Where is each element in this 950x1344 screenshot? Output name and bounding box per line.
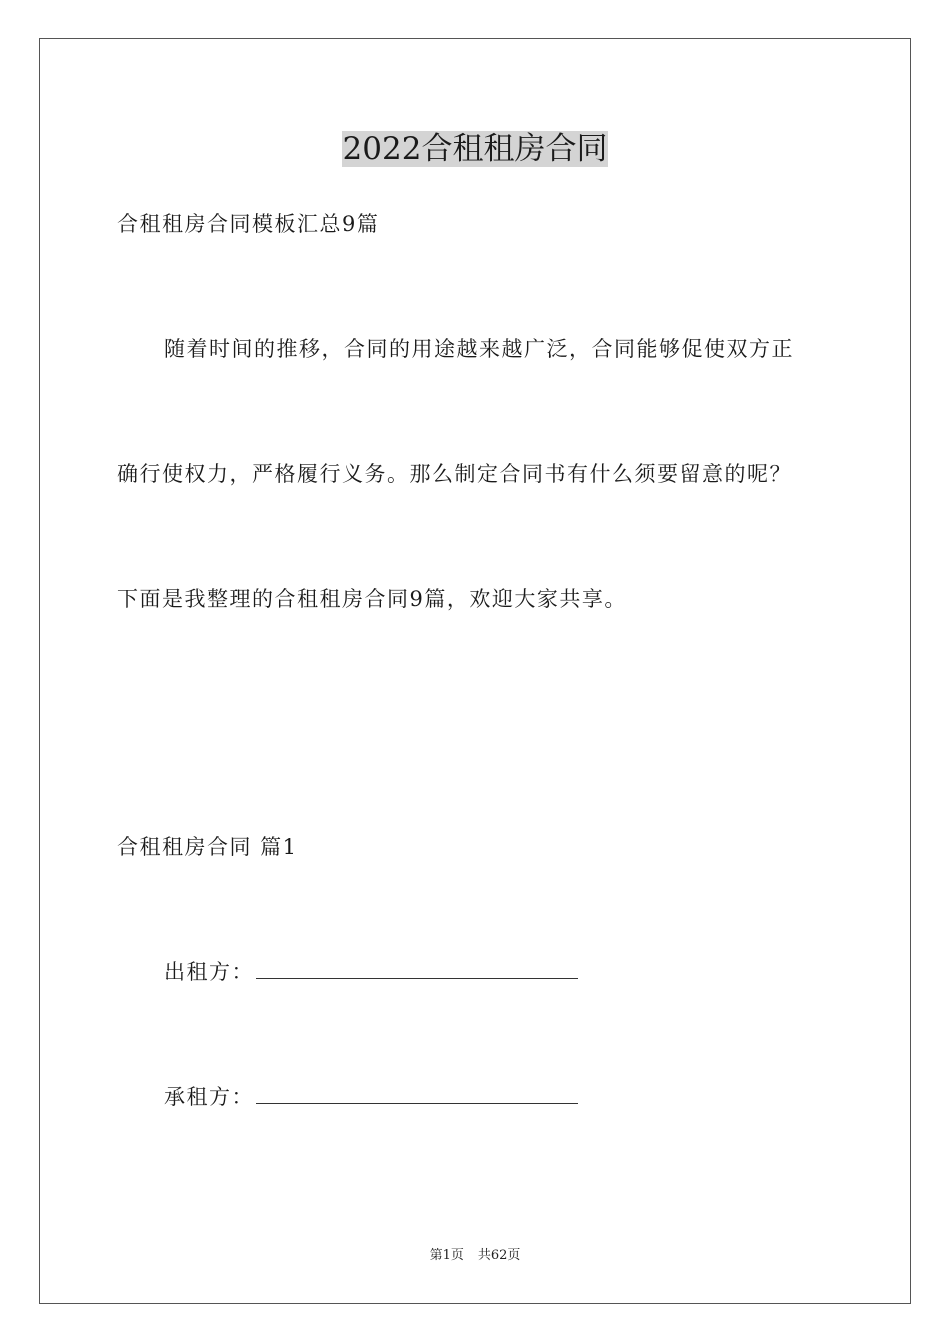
- intro-line-3: 下面是我整理的合租租房合同9篇，欢迎大家共享。: [117, 587, 627, 611]
- document-subtitle: 合租租房合同模板汇总9篇: [117, 212, 380, 236]
- page-number: 第1页: [429, 1248, 464, 1263]
- intro-line-1: 随着时间的推移，合同的用途越来越广泛，合同能够促使双方正: [164, 337, 794, 361]
- page-footer: [0, 1247, 950, 1265]
- document-title-text: 2022合租租房合同: [342, 131, 608, 167]
- lessee-label: 承租方：: [164, 1085, 254, 1109]
- document-title: [0, 126, 950, 172]
- section-heading: 合租租房合同 篇1: [117, 835, 298, 859]
- lessor-field: [164, 957, 578, 987]
- lessor-label: 出租方：: [164, 960, 254, 984]
- page-total: 共62页: [477, 1248, 521, 1263]
- lessee-field: [164, 1082, 578, 1112]
- lessor-blank-line: [256, 958, 578, 979]
- lessee-blank-line: [256, 1083, 578, 1104]
- intro-line-2: 确行使权力，严格履行义务。那么制定合同书有什么须要留意的呢？: [117, 462, 792, 486]
